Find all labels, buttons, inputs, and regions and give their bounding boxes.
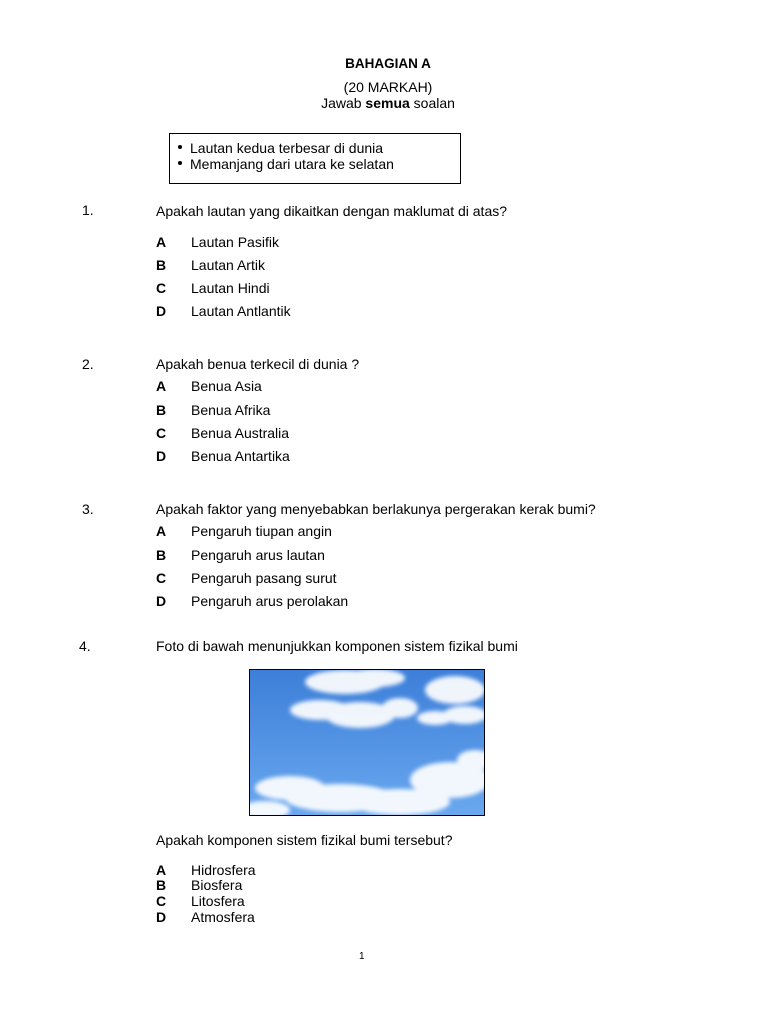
option-text: Biosfera xyxy=(191,877,243,893)
question-text: Apakah benua terkecil di dunia ? xyxy=(156,356,360,372)
question-number: 3. xyxy=(82,501,94,517)
question-subtext: Apakah komponen sistem fizikal bumi tersebut? xyxy=(156,832,453,848)
question-number: 1. xyxy=(82,202,94,218)
question-text: Foto di bawah menunjukkan komponen sistem fizikal bumi xyxy=(156,638,518,654)
option-text: Pengaruh arus perolakan xyxy=(191,593,349,609)
option-letter: D xyxy=(156,303,167,319)
info-box xyxy=(169,133,461,184)
info-bullet xyxy=(178,140,383,156)
question-text: Apakah lautan yang dikaitkan dengan maklumat di atas? xyxy=(156,203,508,219)
option-text: Lautan Hindi xyxy=(191,280,270,296)
sky-cloud-image xyxy=(250,670,485,816)
option-text: Pengaruh tiupan angin xyxy=(191,523,332,539)
option-text: Benua Afrika xyxy=(191,402,271,418)
option-letter: A xyxy=(156,862,167,878)
option-letter: B xyxy=(156,877,167,893)
option-text: Lautan Pasifik xyxy=(191,234,279,250)
option-text: Lautan Artik xyxy=(191,257,265,273)
question-text: Apakah faktor yang menyebabkan berlakunya pergerakan kerak bumi? xyxy=(156,501,596,517)
option-letter: C xyxy=(156,280,167,296)
info-bullet-text: Lautan kedua terbesar di dunia xyxy=(190,140,384,156)
option-letter: B xyxy=(156,547,167,563)
option-letter: D xyxy=(156,448,167,464)
option-letter: A xyxy=(156,234,167,250)
option-letter: D xyxy=(156,909,167,925)
bullet-icon xyxy=(178,145,182,149)
option-letter: C xyxy=(156,893,167,909)
option-letter: A xyxy=(156,523,167,539)
info-bullet xyxy=(178,156,394,172)
option-text: Pengaruh pasang surut xyxy=(191,570,337,586)
option-letter: B xyxy=(156,402,167,418)
instruction-pre: Jawab xyxy=(321,95,366,111)
bullet-icon xyxy=(178,161,182,165)
option-letter: D xyxy=(156,593,167,609)
option-letter: B xyxy=(156,257,167,273)
option-text: Atmosfera xyxy=(191,909,255,925)
option-text: Litosfera xyxy=(191,893,245,909)
option-letter: C xyxy=(156,425,167,441)
question-number: 2. xyxy=(82,356,94,372)
question-number: 4. xyxy=(79,638,91,654)
option-letter: C xyxy=(156,570,167,586)
option-letter: A xyxy=(156,378,167,394)
marks-label: (20 MARKAH) xyxy=(343,79,433,95)
section-title: BAHAGIAN A xyxy=(345,56,431,71)
option-text: Hidrosfera xyxy=(191,862,256,878)
page-number: 1 xyxy=(359,951,365,962)
option-text: Lautan Antlantik xyxy=(191,303,291,319)
option-text: Benua Asia xyxy=(191,378,262,394)
option-text: Benua Antartika xyxy=(191,448,290,464)
instruction-post: soalan xyxy=(409,95,455,111)
option-text: Benua Australia xyxy=(191,425,290,441)
instruction xyxy=(0,95,768,111)
sky-photo xyxy=(249,669,485,816)
info-bullet-text: Memanjang dari utara ke selatan xyxy=(190,156,394,172)
instruction-bold: semua xyxy=(365,95,410,111)
option-text: Pengaruh arus lautan xyxy=(191,547,325,563)
